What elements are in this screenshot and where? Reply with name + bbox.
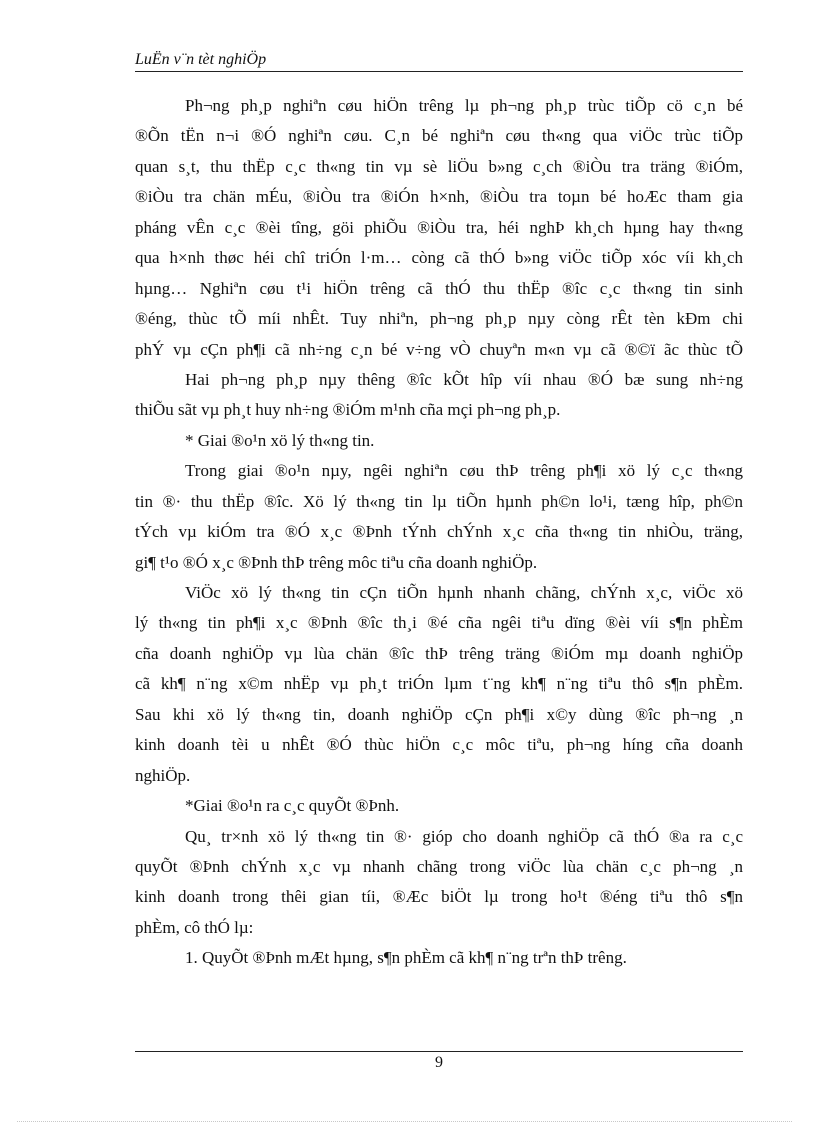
text-line: cã kh¶ n¨ng x©m nhËp vµ ph¸t triÓn lµm t¨ng kh¶ n¨ng tiªu thô s¶n phÈm. bbox=[135, 674, 743, 694]
header-divider bbox=[135, 71, 743, 72]
text-line: Ph¬ng ph¸p nghiªn cøu hiÖn trêng lµ ph¬ng ph¸p trùc tiÕp cö c¸n bé bbox=[185, 96, 743, 115]
text-line: Trong giai ®o¹n nµy, ngêi nghiªn cøu thÞ trêng ph¶i xö lý c¸c th«ng bbox=[185, 461, 743, 481]
text-line: Qu¸ tr×nh xö lý th«ng tin ®· gióp cho doanh nghiÖp cã thÓ ®a ra c¸c bbox=[185, 826, 743, 846]
footer-divider bbox=[135, 1051, 743, 1052]
body-text bbox=[135, 91, 743, 974]
text-line: * Giai ®o¹n xö lý th«ng tin. bbox=[185, 430, 375, 450]
text-line: gi¶ t¹o ®Ó x¸c ®Þnh thÞ trêng môc tiªu cña doanh nghiÖp. bbox=[135, 552, 538, 572]
page-number: 9 bbox=[435, 1054, 443, 1071]
text-line: tÝch vµ kiÓm tra ®Ó x¸c ®Þnh tÝnh chÝnh x¸c cña th«ng tin nhiÒu, träng, bbox=[135, 522, 743, 542]
text-line: tin ®· thu thËp ®îc. Xö lý th«ng tin lµ tiÕn hµnh ph©n lo¹i, tæng hîp, ph©n bbox=[135, 491, 743, 511]
text-line: hµng… Nghiªn cøu t¹i hiÖn trêng cã thÓ thu thËp ®îc c¸c th«ng tin sinh bbox=[135, 278, 743, 298]
text-line: Hai ph¬ng ph¸p nµy thêng ®îc kÕt hîp víi nhau ®Ó bæ sung nh÷ng bbox=[185, 369, 743, 389]
text-line: Sau khi xö lý th«ng tin, doanh nghiÖp cÇn ph¶i x©y dùng ®îc ph¬ng ¸n bbox=[135, 704, 743, 724]
text-line: nghiÖp. bbox=[135, 765, 191, 785]
text-line: *Giai ®o¹n ra c¸c quyÕt ®Þnh. bbox=[185, 796, 400, 816]
text-line: ®Õn tËn n¬i ®Ó nghiªn cøu. C¸n bé nghiªn cøu th«ng qua viÖc trùc tiÕp bbox=[135, 126, 743, 146]
text-line: ®éng, thùc tÕ míi nhÊt. Tuy nhiªn, ph¬ng ph¸p nµy còng rÊt tèn kÐm chi bbox=[135, 309, 743, 329]
text-line: phÈm, cô thÓ lµ: bbox=[135, 917, 254, 937]
page-boundary bbox=[17, 1121, 792, 1122]
text-line: qua h×nh thøc héi chî triÓn l·m… còng cã thÓ b»ng viÖc tiÕp xóc víi kh¸ch bbox=[135, 248, 743, 268]
text-line: 1. QuyÕt ®Þnh mÆt hµng, s¶n phÈm cã kh¶ n¨ng trªn thÞ trêng. bbox=[185, 948, 627, 968]
text-line: thiÕu sãt vµ ph¸t huy nh÷ng ®iÓm m¹nh cña mçi ph¬ng ph¸p. bbox=[135, 400, 561, 420]
text-line: ViÖc xö lý th«ng tin cÇn tiÕn hµnh nhanh chãng, chÝnh x¸c, viÖc xö bbox=[185, 583, 743, 602]
text-line: ®iÒu tra chän mÉu, ®iÒu tra ®iÓn h×nh, ®iÒu tra toµn bé hoÆc tham gia bbox=[135, 187, 743, 207]
text-line: kinh doanh trong thêi gian tíi, ®Æc biÖt lµ trong ho¹t ®éng tiªu thô s¶n bbox=[135, 887, 743, 907]
text-line: lý th«ng tin ph¶i x¸c ®Þnh ®îc th¸i ®é cña ngêi tiªu dïng ®èi víi s¶n phÈm bbox=[135, 613, 743, 633]
text-line: cña doanh nghiÖp vµ lùa chän ®îc thÞ trêng träng ®iÓm mµ doanh nghiÖp bbox=[135, 643, 743, 663]
text-line: quyÕt ®Þnh chÝnh x¸c vµ nhanh chãng trong viÖc lùa chän c¸c ph¬ng ¸n bbox=[135, 856, 743, 876]
text-line: phÝ vµ cÇn ph¶i cã nh÷ng c¸n bé v÷ng vÒ chuyªn m«n vµ cã ®©ï ãc thùc tÕ bbox=[135, 339, 743, 359]
text-line: pháng vÊn c¸c ®èi tîng, göi phiÕu ®iÒu tra, héi nghÞ kh¸ch hµng hay th«ng bbox=[135, 217, 743, 237]
running-header: LuËn v¨n tèt nghiÖp bbox=[135, 51, 267, 68]
text-line: kinh doanh tèi u nhÊt ®Ó thùc hiÖn c¸c môc tiªu, ph¬ng híng cña doanh bbox=[135, 735, 743, 755]
text-line: quan s¸t, thu thËp c¸c th«ng tin vµ sè liÖu b»ng c¸ch ®iÒu tra träng ®iÓm, bbox=[135, 156, 743, 176]
